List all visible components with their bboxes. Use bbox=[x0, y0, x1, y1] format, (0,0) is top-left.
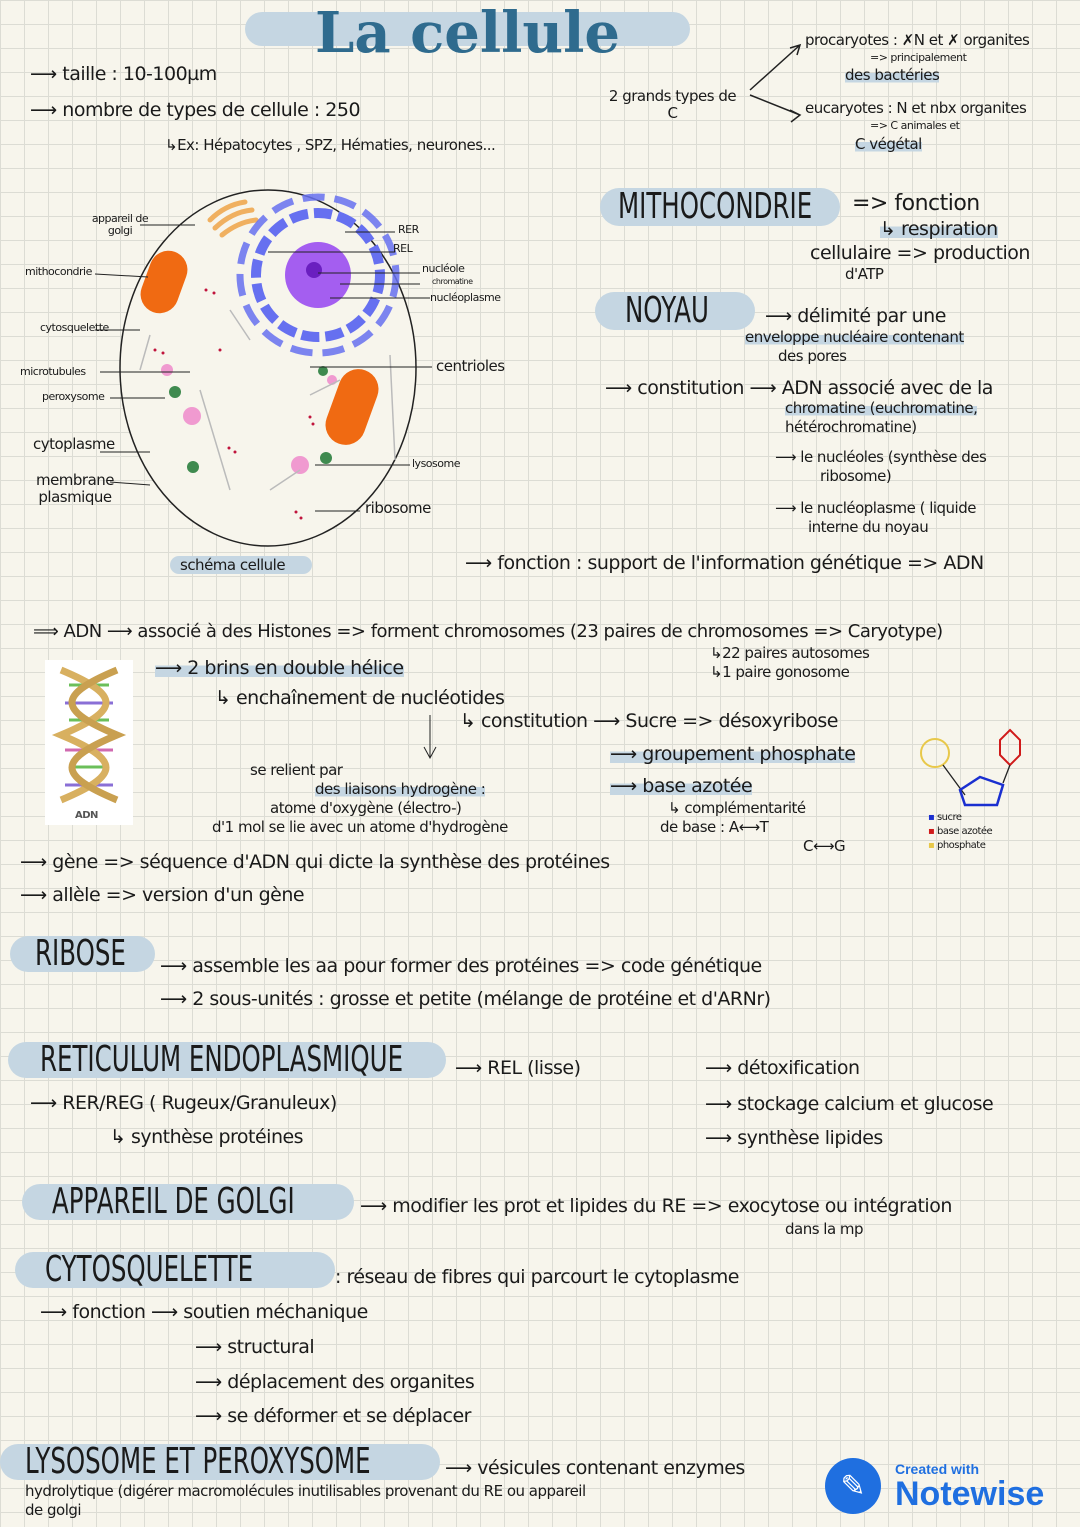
branch-arrows bbox=[745, 40, 805, 130]
adn-line: ⟶ gène => séquence d'ADN qui dicte la synthèse des protéines bbox=[20, 851, 610, 873]
adn-line: ↳22 paires autosomes bbox=[710, 644, 870, 662]
label-lysosome: lysosome bbox=[412, 457, 460, 470]
dna-helix-icon bbox=[51, 665, 127, 805]
down-arrow bbox=[420, 715, 440, 760]
label-centrioles: centrioles bbox=[436, 357, 505, 375]
label-rel: REL bbox=[393, 242, 413, 255]
procaryotes: procaryotes : ✗N et ✗ organites bbox=[805, 31, 1030, 49]
noyau-line: ⟶ délimité par une bbox=[765, 305, 946, 327]
mito-line: ↳ respiration bbox=[880, 218, 998, 240]
label-cytoplasme: cytoplasme bbox=[33, 435, 115, 453]
golgi-heading: APPAREIL DE GOLGI bbox=[52, 1181, 295, 1222]
intro-nombre: ⟶ nombre de types de cellule : 250 bbox=[30, 99, 361, 121]
adn-line: se relient par bbox=[250, 761, 343, 779]
noyau-line: des pores bbox=[778, 347, 847, 365]
legend-phosphate: ▪ phosphate bbox=[928, 840, 986, 851]
ribose-heading: RIBOSE bbox=[35, 933, 126, 974]
noyau-line: chromatine (euchromatine, bbox=[785, 399, 978, 417]
nucleotide-diagram bbox=[915, 725, 1035, 810]
adn-line: C⟷G bbox=[803, 837, 846, 855]
mito-line: d'ATP bbox=[845, 265, 884, 283]
lyso-heading: LYSOSOME ET PEROXYSOME bbox=[25, 1441, 371, 1482]
label-nucleole: nucléole bbox=[422, 262, 465, 275]
noyau-line: enveloppe nucléaire contenant bbox=[745, 328, 964, 346]
adn-line: ↳1 paire gonosome bbox=[710, 663, 850, 681]
noyau-heading: NOYAU bbox=[625, 290, 709, 331]
re-line: ⟶ RER/REG ( Rugeux/Granuleux) bbox=[30, 1092, 337, 1114]
cyto-line: ⟶ déplacement des organites bbox=[195, 1371, 475, 1393]
adn-line: de base : A⟷T bbox=[660, 818, 769, 836]
noyau-line: ⟶ fonction : support de l'information génétique => ADN bbox=[465, 552, 984, 574]
noyau-line: hétérochromatine) bbox=[785, 418, 917, 436]
adn-line: ⟶ 2 brins en double hélice bbox=[155, 657, 404, 679]
lyso-line: de golgi bbox=[25, 1501, 82, 1519]
intro-ex: ↳Ex: Hépatocytes , SPZ, Hématies, neurones... bbox=[165, 136, 496, 154]
re-line: ↳ synthèse protéines bbox=[110, 1126, 304, 1148]
ribose-line: ⟶ 2 sous-unités : grosse et petite (mélange de protéine et d'ARNr) bbox=[160, 988, 771, 1010]
label-cytosquelette: cytosquelette bbox=[40, 321, 109, 334]
mito-heading: MITHOCONDRIE bbox=[618, 186, 813, 227]
cell-diagram bbox=[0, 180, 520, 580]
re-line: ⟶ REL (lisse) bbox=[455, 1057, 581, 1079]
noyau-line: ⟶ le nucléoplasme ( liquide bbox=[775, 499, 976, 517]
lyso-line: hydrolytique (digérer macromolécules inutilisables provenant du RE ou appareil bbox=[25, 1482, 586, 1500]
adn-line: atome d'oxygène (électro-) bbox=[270, 799, 462, 817]
badge-created: Created with bbox=[895, 1461, 980, 1477]
diagram-caption: schéma cellule bbox=[180, 556, 286, 574]
noyau-line: ribosome) bbox=[820, 467, 892, 485]
eucaryotes-note: => C animales et bbox=[870, 119, 960, 132]
noyau-line: ⟶ le nucléoles (synthèse des bbox=[775, 448, 987, 466]
cyto-line: ⟶ structural bbox=[195, 1336, 315, 1358]
cyto-line: ⟶ se déformer et se déplacer bbox=[195, 1405, 471, 1427]
cyto-heading: CYTOSQUELETTE bbox=[45, 1249, 254, 1290]
mito-line: => fonction bbox=[852, 191, 980, 216]
dna-image bbox=[45, 660, 133, 825]
adn-line: d'1 mol se lie avec un atome d'hydrogène bbox=[212, 818, 508, 836]
intro-taille: ⟶ taille : 10-100µm bbox=[30, 63, 217, 85]
dna-image-label: ADN bbox=[75, 810, 98, 821]
golgi-line: dans la mp bbox=[785, 1220, 864, 1238]
label-chromatine: chromatine bbox=[432, 277, 473, 286]
eucaryotes: eucaryotes : N et nbx organites bbox=[805, 99, 1027, 117]
ribose-line: ⟶ assemble les aa pour former des protéines => code génétique bbox=[160, 955, 762, 977]
legend-phosphate-label: phosphate bbox=[936, 840, 986, 851]
label-microtubules: microtubules bbox=[20, 365, 86, 378]
legend-base: ▪ base azotée bbox=[928, 826, 993, 837]
label-ribosome: ribosome bbox=[365, 499, 431, 517]
legend-sucre-label: sucre bbox=[936, 812, 962, 823]
adn-line: ↳ constitution ⟶ Sucre => désoxyribose bbox=[460, 710, 838, 732]
re-line: ⟶ stockage calcium et glucose bbox=[705, 1093, 994, 1115]
badge-brand: Notewise bbox=[895, 1475, 1045, 1513]
label-membrane: membrane plasmique bbox=[35, 471, 115, 506]
noyau-line: ⟶ constitution ⟶ ADN associé avec de la bbox=[605, 377, 993, 399]
pencil-icon: ✎ bbox=[825, 1458, 881, 1514]
label-rer: RER bbox=[398, 223, 419, 236]
label-nucleoplasme: nucléoplasme bbox=[430, 291, 501, 304]
legend-sucre: ▪ sucre bbox=[928, 812, 962, 823]
label-peroxysome: peroxysome bbox=[42, 390, 105, 403]
noyau-line: interne du noyau bbox=[808, 518, 929, 536]
adn-line: ↳ complémentarité bbox=[668, 799, 806, 817]
cyto-line: ⟶ fonction ⟶ soutien méchanique bbox=[40, 1301, 368, 1323]
golgi-line: ⟶ modifier les prot et lipides du RE => exocytose ou intégration bbox=[360, 1195, 952, 1217]
adn-line: ⟶ base azotée bbox=[610, 775, 753, 797]
lyso-line: ⟶ vésicules contenant enzymes bbox=[445, 1457, 745, 1479]
label-golgi: appareil de golgi bbox=[91, 212, 149, 238]
procaryotes-note: => principalement bbox=[870, 51, 967, 64]
notewise-badge bbox=[825, 1458, 1044, 1514]
procaryotes-note-2: des bactéries bbox=[845, 66, 940, 84]
cyto-line: : réseau de fibres qui parcourt le cytoplasme bbox=[335, 1266, 739, 1288]
re-line: ⟶ synthèse lipides bbox=[705, 1127, 883, 1149]
re-heading: RETICULUM ENDOPLASMIQUE bbox=[40, 1039, 404, 1080]
page-title: La cellule bbox=[314, 0, 621, 66]
adn-line: des liaisons hydrogène : bbox=[315, 780, 486, 798]
intro-types: 2 grands types de C bbox=[608, 87, 737, 122]
adn-line: ⟶ groupement phosphate bbox=[610, 743, 856, 765]
re-line: ⟶ détoxification bbox=[705, 1057, 860, 1079]
legend-base-label: base azotée bbox=[936, 826, 993, 837]
adn-line: ⟶ allèle => version d'un gène bbox=[20, 884, 305, 906]
label-mitochondrie: mithocondrie bbox=[25, 265, 92, 278]
adn-line: ↳ enchaînement de nucléotides bbox=[215, 687, 505, 709]
mito-line: cellulaire => production bbox=[810, 242, 1030, 264]
adn-line: ⟹ ADN ⟶ associé à des Histones => forment chromosomes (23 paires de chromosomes => Caryotype) bbox=[33, 621, 943, 642]
eucaryotes-note-2: C végétal bbox=[855, 135, 922, 153]
